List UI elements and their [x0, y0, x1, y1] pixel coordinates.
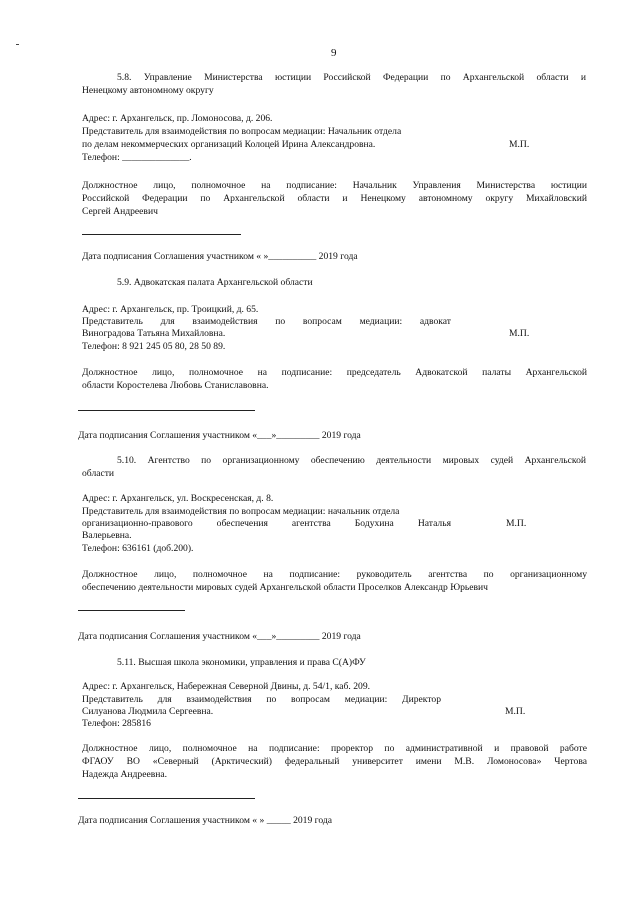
representative: Представитель для взаимодействия по вопросам медиации: Начальник отдела — [82, 126, 402, 137]
address: Адрес: г. Архангельск, пр. Ломоносова, д. 206. — [82, 113, 273, 124]
section-heading-cont: Ненецкому автономному округу — [82, 85, 214, 96]
signing-date: Дата подписания Соглашения участником « » _____ 2019 года — [78, 815, 333, 826]
representative-cont: Силуанова Людмила Сергеевна. — [82, 706, 214, 717]
signing-official: Должностное лицо, полномочное на подписание: руководитель агентства по организационному — [82, 569, 587, 580]
stamp-place: М.П. — [509, 139, 530, 150]
signing-official-name: Сергей Андреевич — [82, 206, 158, 217]
signing-official: Должностное лицо, полномочное на подписание: проректор по административной и правовой работе — [82, 743, 587, 754]
address: Адрес: г. Архангельск, пр. Троицкий, д. 65. — [82, 304, 259, 315]
signature-line — [78, 410, 255, 411]
phone: Телефон: 285816 — [82, 718, 151, 729]
representative-name: Валерьевна. — [82, 530, 132, 541]
signing-date: Дата подписания Соглашения участником «___»_________ 2019 года — [78, 631, 361, 642]
phone: Телефон: ______________. — [82, 152, 192, 163]
address: Адрес: г. Архангельск, Набережная Северной Двины, д. 54/1, каб. 209. — [82, 681, 371, 692]
scan-mark — [16, 44, 19, 45]
stamp-place: М.П. — [506, 518, 527, 529]
signature-line — [82, 234, 241, 235]
section-heading: 5.11. Высшая школа экономики, управления и права С(А)ФУ — [117, 657, 366, 668]
signing-official-cont: Российской Федерации по Архангельской области и Ненецкому автономному округу Михайловский — [82, 193, 587, 204]
phone: Телефон: 636161 (доб.200). — [82, 543, 194, 554]
signing-official-cont: обеспечению деятельности мировых судей Архангельской области Проселков Александр Юрьевич — [82, 582, 489, 593]
signing-official: Должностное лицо, полномочное на подписание: Начальник Управления Министерства юстиции — [82, 180, 587, 191]
address: Адрес: г. Архангельск, ул. Воскресенская, д. 8. — [82, 493, 274, 504]
signature-line — [78, 798, 255, 799]
signing-date: Дата подписания Соглашения участником « »__________ 2019 года — [82, 251, 358, 262]
signature-line — [78, 610, 185, 611]
stamp-place: М.П. — [505, 706, 526, 717]
signing-official: Должностное лицо, полномочное на подписание: председатель Адвокатской палаты Архангельской — [82, 367, 587, 378]
representative: Представитель для взаимодействия по вопросам медиации: начальник отдела — [82, 506, 400, 517]
representative-cont: Виноградова Татьяна Михайловна. — [82, 328, 226, 339]
representative-cont: по делам некоммерческих организаций Колоцей Ирина Александровна. — [82, 139, 376, 150]
representative: Представитель для взаимодействия по вопросам медиации: Директор — [82, 694, 441, 705]
phone: Телефон: 8 921 245 05 80, 28 50 89. — [82, 341, 226, 352]
section-heading: 5.10. Агентство по организационному обеспечению деятельности мировых судей Архангельской — [117, 455, 586, 466]
stamp-place: М.П. — [509, 328, 530, 339]
representative: Представитель для взаимодействия по вопросам медиации: адвокат — [82, 316, 451, 327]
signing-official-name: Надежда Андреевна. — [82, 769, 168, 780]
signing-date: Дата подписания Соглашения участником «___»_________ 2019 года — [78, 430, 361, 441]
representative-cont: организационно-правового обеспечения агентства Бодухина Наталья — [82, 518, 451, 529]
section-heading: 5.9. Адвокатская палата Архангельской области — [117, 277, 313, 288]
page-number: 9 — [331, 47, 337, 59]
section-heading-cont: области — [82, 468, 115, 479]
signing-official-cont: области Коростелева Любовь Станиславовна. — [82, 380, 269, 391]
section-heading: 5.8. Управление Министерства юстиции Российской Федерации по Архангельской области и — [117, 72, 586, 83]
signing-official-cont: ФГАОУ ВО «Северный (Арктический) федеральный университет имени М.В. Ломоносова» Чертова — [82, 756, 587, 767]
